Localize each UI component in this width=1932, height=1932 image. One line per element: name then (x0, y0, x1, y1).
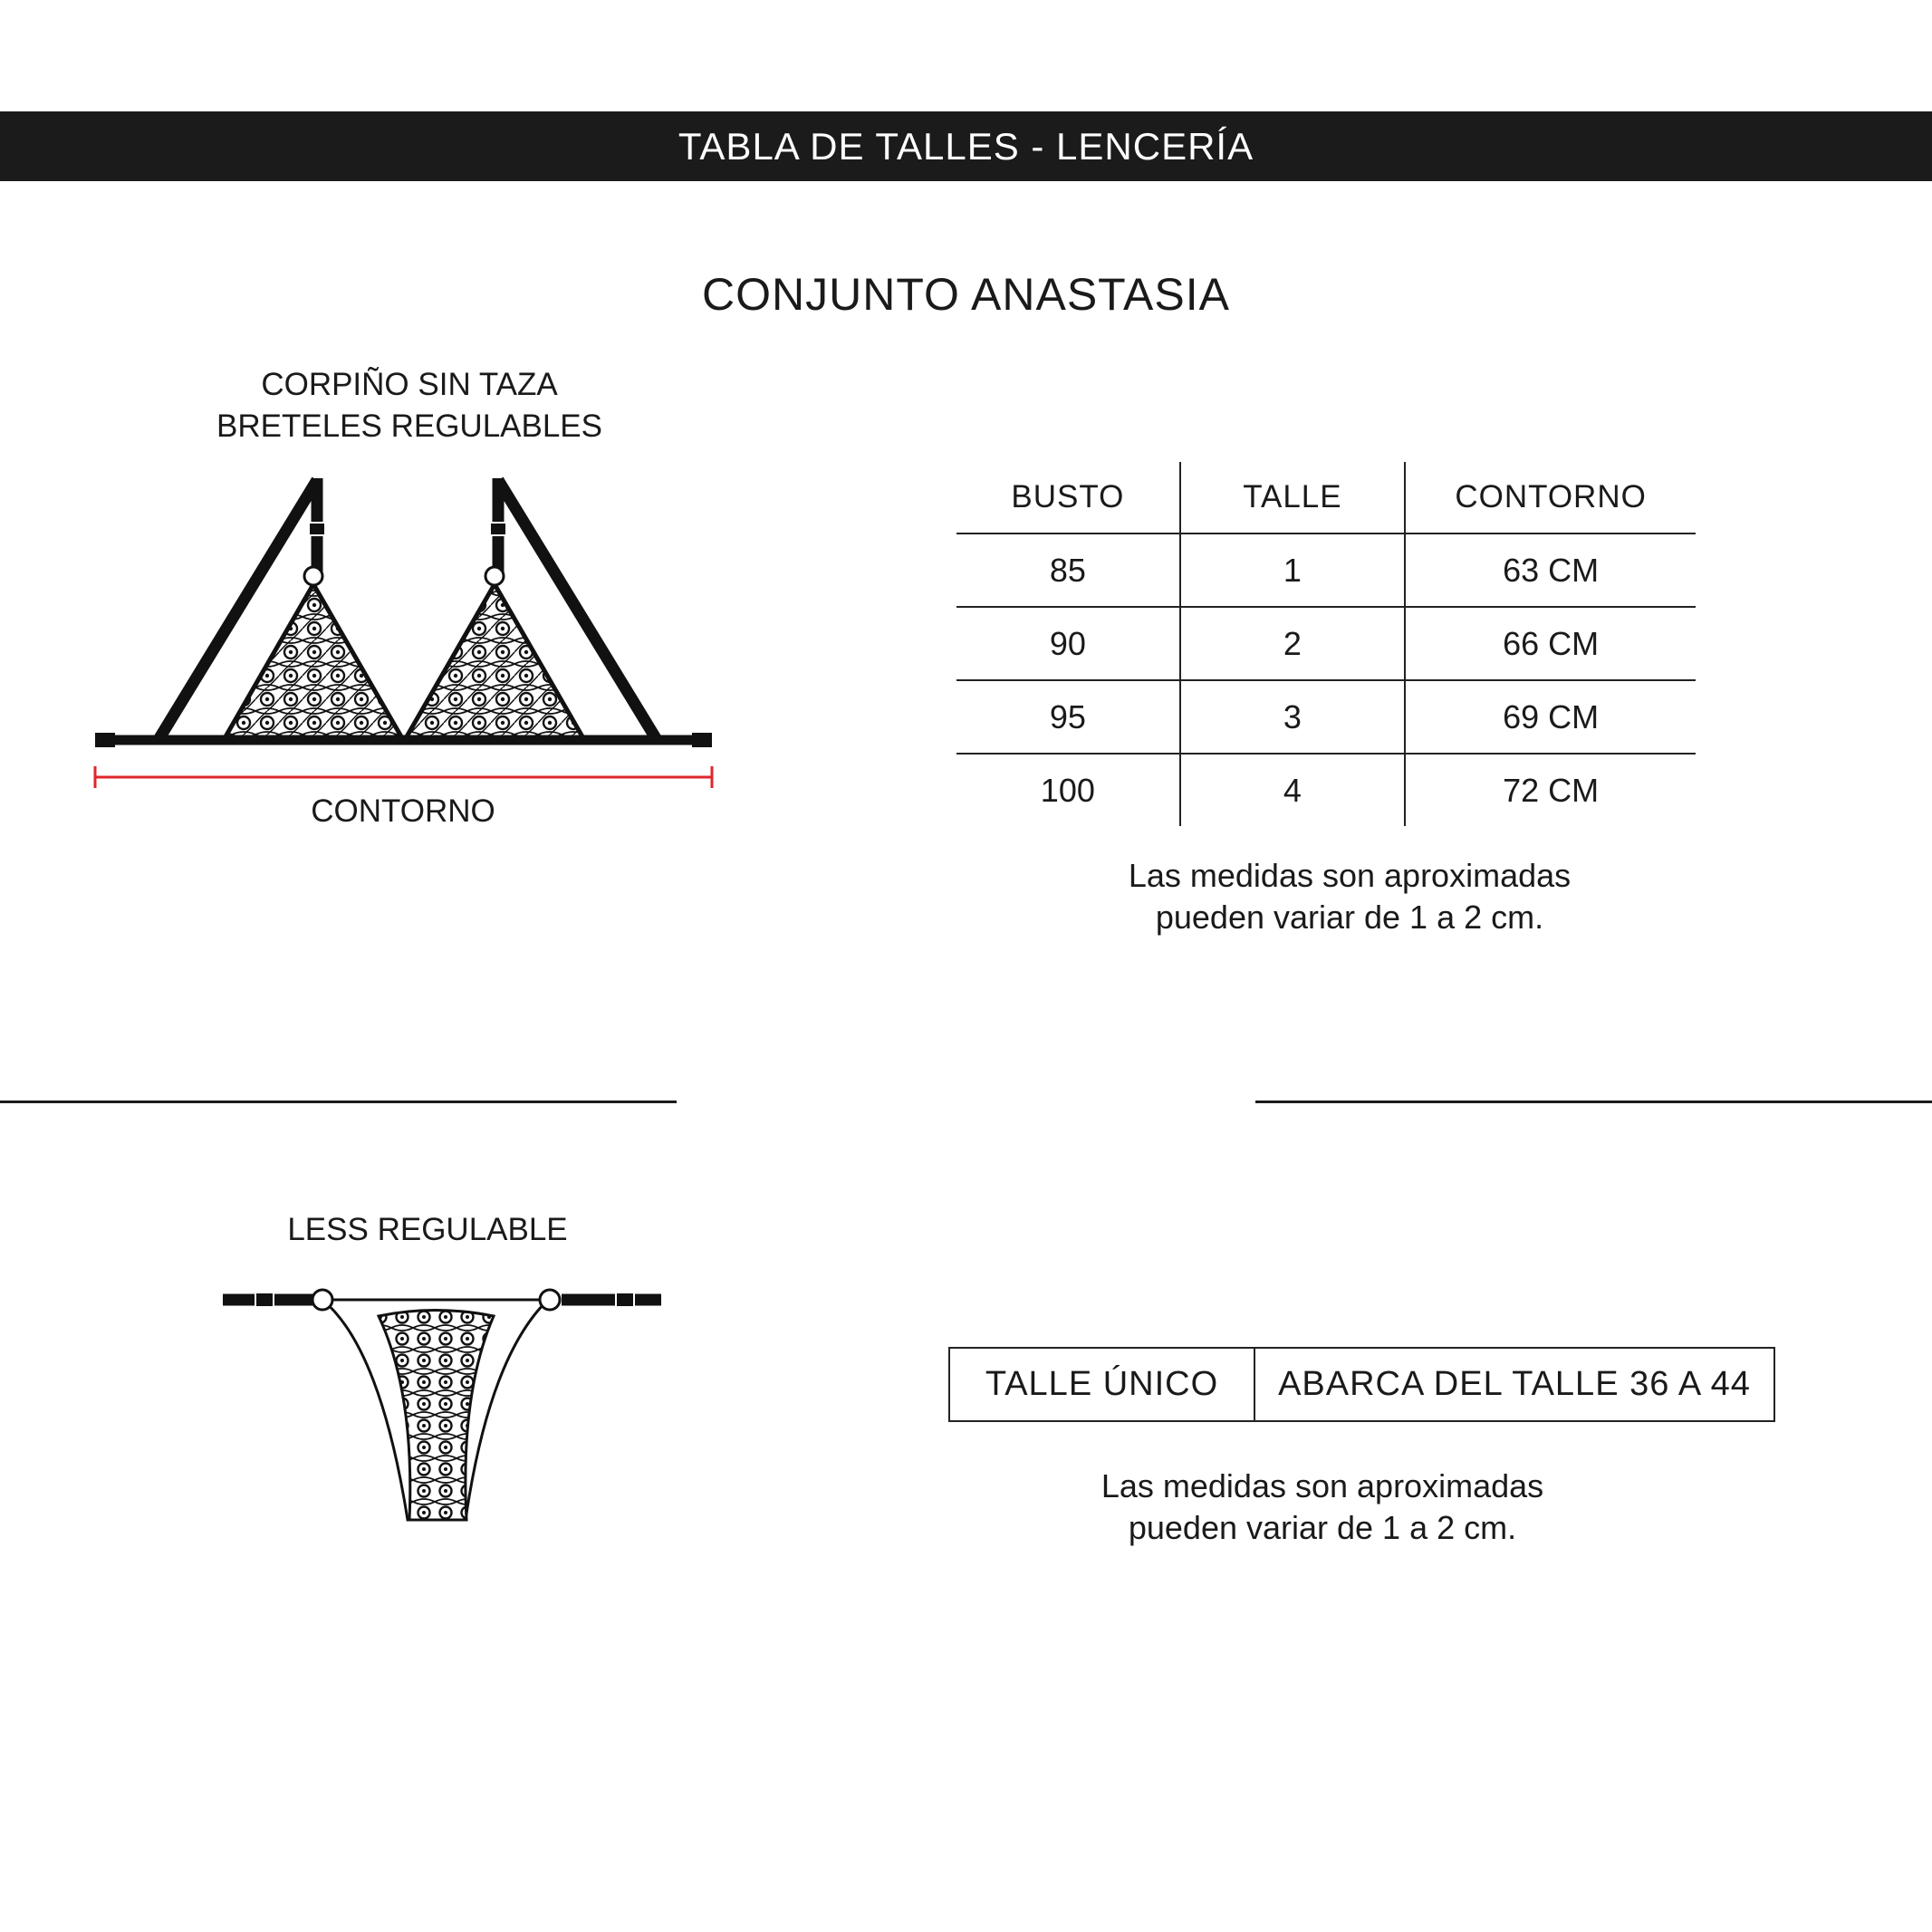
cell-contorno: 69 CM (1405, 680, 1696, 754)
header-contorno: CONTORNO (1405, 462, 1696, 533)
table-row (956, 533, 1696, 607)
unique-size-label: TALLE ÚNICO (949, 1348, 1254, 1421)
panty-label: LESS REGULABLE (287, 1212, 568, 1247)
contorno-label: CONTORNO (311, 793, 495, 829)
bra-illustration-icon (91, 476, 725, 793)
table-row (956, 680, 1696, 754)
cell-busto: 95 (956, 680, 1180, 754)
cell-contorno: 72 CM (1405, 754, 1696, 826)
header-talle: TALLE (1180, 462, 1406, 533)
cell-talle: 4 (1180, 754, 1406, 826)
cell-contorno: 63 CM (1405, 533, 1696, 607)
bra-description (181, 364, 638, 447)
unique-size-range: ABARCA DEL TALLE 36 A 44 (1254, 1348, 1774, 1421)
unique-size-table (948, 1347, 1775, 1422)
table-row (949, 1348, 1774, 1421)
size-table (956, 462, 1696, 826)
note-top (1033, 855, 1667, 938)
cell-busto: 85 (956, 533, 1180, 607)
header-busto: BUSTO (956, 462, 1180, 533)
cell-busto: 90 (956, 607, 1180, 680)
section-divider-left (0, 1101, 677, 1103)
product-title: CONJUNTO ANASTASIA (702, 269, 1230, 320)
table-row (956, 754, 1696, 826)
note-top-line-1: Las medidas son aproximadas (1128, 857, 1572, 894)
cell-talle: 1 (1180, 533, 1406, 607)
table-header-row (956, 462, 1696, 533)
cell-talle: 3 (1180, 680, 1406, 754)
bra-desc-line-1: CORPIÑO SIN TAZA (261, 367, 558, 402)
bra-desc-line-2: BRETELES REGULABLES (216, 409, 602, 444)
panty-illustration-icon (217, 1284, 670, 1529)
note-bottom (1005, 1466, 1639, 1549)
cell-busto: 100 (1040, 771, 1095, 809)
note-bottom-line-1: Las medidas son aproximadas (1101, 1467, 1544, 1504)
note-bottom-line-2: pueden variar de 1 a 2 cm. (1128, 1509, 1517, 1546)
header-title: TABLA DE TALLES - LENCERÍA (0, 111, 1932, 181)
note-top-line-2: pueden variar de 1 a 2 cm. (1155, 899, 1544, 936)
cell-talle: 2 (1180, 607, 1406, 680)
section-divider-right (1255, 1101, 1932, 1103)
table-row (956, 607, 1696, 680)
cell-contorno: 66 CM (1405, 607, 1696, 680)
